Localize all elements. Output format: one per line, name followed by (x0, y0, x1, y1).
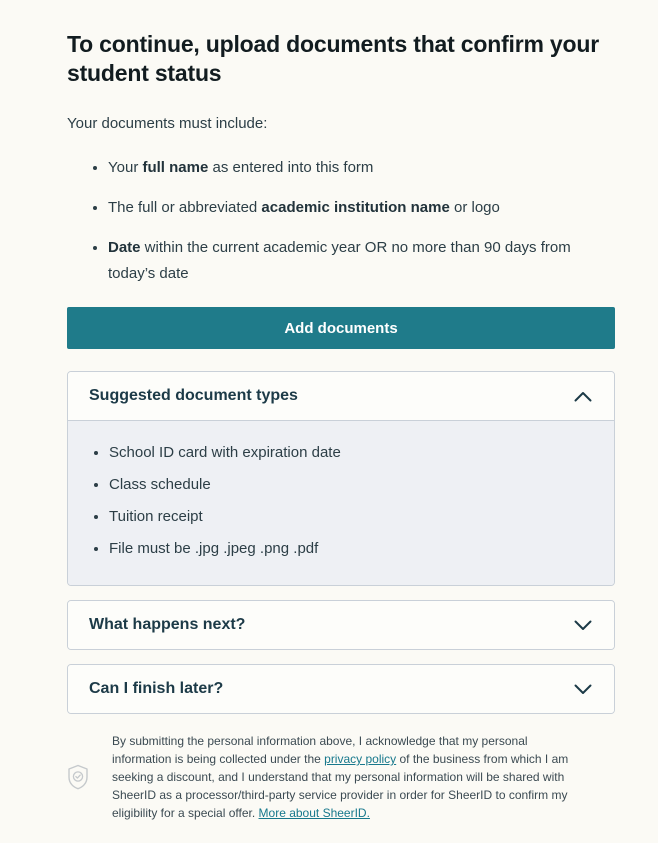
suggested-doc-item: • File must be .jpg .jpeg .png .pdf (109, 533, 594, 565)
accordion-header-can-i-finish-later[interactable] (68, 665, 614, 713)
accordion-header-what-happens-next[interactable] (68, 601, 614, 649)
requirement-item-date: • Date within the current academic year OR no more than 90 days from today’s date (108, 235, 615, 287)
accordion-title: Can I finish later? (89, 680, 224, 697)
privacy-disclaimer (67, 732, 615, 822)
document-requirements-list (67, 155, 615, 287)
accordion-body-suggested-document-types (68, 420, 614, 585)
privacy-policy-link[interactable]: privacy policy (324, 752, 397, 766)
documents-include-intro: Your documents must include: (67, 115, 268, 132)
accordion-can-i-finish-later (67, 664, 615, 714)
chevron-down-icon (574, 620, 592, 631)
requirement-item-full-name: • Your full name as entered into this form (108, 155, 615, 181)
requirement-item-institution-name: • The full or abbreviated academic institution name or logo (108, 195, 615, 221)
accordion-suggested-document-types (67, 371, 615, 586)
accordion-title: What happens next? (89, 616, 246, 633)
suggested-doc-item: • Class schedule (109, 469, 594, 501)
chevron-down-icon (574, 684, 592, 695)
disclaimer-text: By submitting the personal information above, I acknowledge that my personal information is being collected under the privacy policy of the business from which I am seeking a discount, and I understand that my personal information will be shared with SheerID as a processor/third-party service provider in order for SheerID to confirm my eligibility for a special offer. More about SheerID. (112, 734, 569, 820)
suggested-doc-item: • School ID card with expiration date (109, 437, 594, 469)
accordion-title: Suggested document types (89, 387, 298, 404)
suggested-doc-item: • Tuition receipt (109, 501, 594, 533)
suggested-document-types-list (68, 437, 594, 565)
accordion-header-suggested-document-types[interactable] (68, 372, 614, 420)
chevron-up-icon (574, 391, 592, 402)
add-documents-button[interactable]: Add documents (67, 307, 615, 349)
page-title: To continue, upload documents that confirm your student status (67, 31, 599, 86)
accordion-what-happens-next (67, 600, 615, 650)
shield-check-icon (67, 764, 89, 790)
more-about-sheerid-link[interactable]: More about SheerID. (258, 806, 370, 820)
